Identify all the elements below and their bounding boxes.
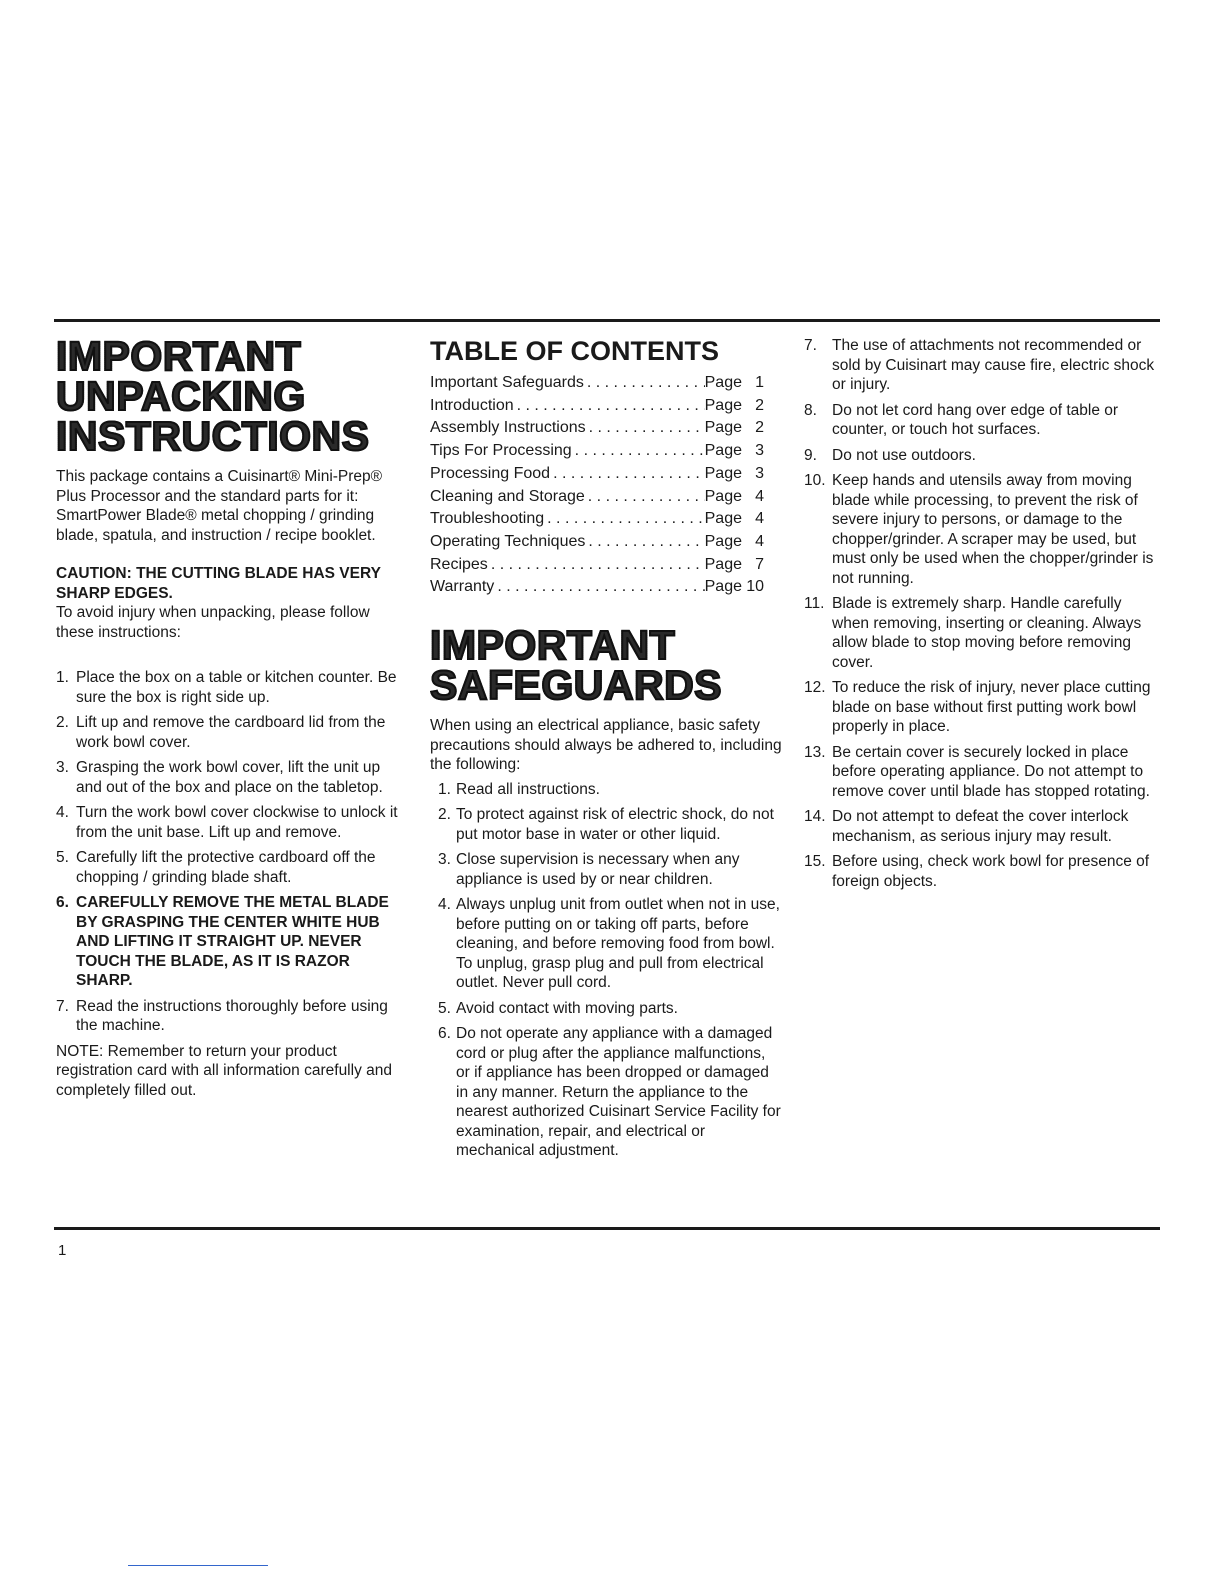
toc-entry[interactable]: Troubleshooting . . . Page 4 — [430, 508, 764, 531]
safeguard-item: 13. Be certain cover is securely locked in place before operating appliance. Do not attempt to remove cover until blade has stopped rotating. — [804, 743, 1150, 800]
safeguard-item: 12. To reduce the risk of injury, never place cutting blade on base without first putting work bowl properly in place. — [804, 679, 1151, 735]
table-of-contents — [430, 372, 782, 599]
toc-entry[interactable]: Important Safeguards . . . Page 1 — [430, 372, 764, 395]
safeguard-item: 8. Do not let cord hang over edge of table or counter, or touch hot surfaces. — [804, 401, 1119, 438]
unpacking-column — [56, 333, 402, 1100]
toc-entry[interactable]: Recipes . . . Page 7 — [430, 554, 764, 577]
safeguards-continued-column — [804, 336, 1158, 897]
safeguard-item: 7. The use of attachments not recommended or sold by Cuisinart may cause fire, electric shock or injury. — [804, 337, 1155, 393]
safeguards-list-part2 — [804, 336, 1158, 891]
safeguard-item: 9. Do not use outdoors. — [804, 446, 976, 464]
unpacking-step: 1. Place the box on a table or kitchen counter. Be sure the box is right side up. — [56, 669, 397, 706]
toc-entry[interactable]: Tips For Processing . . . Page 3 — [430, 440, 764, 463]
safeguard-item: 6. Do not operate any appliance with a damaged cord or plug after the appliance malfunctions, or if appliance has been dropped or damaged in any manner. Return the appliance to the nearest authorized Cuisinart Service Facility for examination, repair, and electrical or mechanical adjustment. — [438, 1025, 781, 1160]
unpacking-step: 5. Carefully lift the protective cardboard off the chopping / grinding blade shaft. — [56, 849, 376, 886]
safeguard-item: 1. Read all instructions. — [438, 780, 600, 798]
safeguard-item: 10. Keep hands and utensils away from moving blade while processing, to prevent the risk of severe injury to persons, or damage to the chopper/grinder. A scraper may be used, but must only be used when the chopper/grinder is not running. — [804, 472, 1154, 587]
unpacking-step-warning: 6. CAREFULLY REMOVE THE METAL BLADE BY GRASPING THE CENTER WHITE HUB AND LIFTING IT STRAIGHT UP. NEVER TOUCH THE BLADE, AS IT IS RAZOR SHARP. — [56, 894, 389, 989]
toc-entry[interactable]: Warranty . . . Page 10 — [430, 576, 764, 599]
page-number: 1 — [58, 1242, 67, 1259]
unpacking-step: 7. Read the instructions thoroughly before using the machine. — [56, 997, 388, 1034]
footer-link-underline[interactable] — [128, 1565, 268, 1566]
caution-heading: CAUTION: THE CUTTING BLADE HAS VERY SHARP EDGES. — [56, 565, 381, 602]
unpacking-intro: This package contains a Cuisinart® Mini-Prep® Plus Processor and the standard parts for it: SmartPower Blade® metal chopping / grinding blade, spatula, and instruction / recipe booklet. — [56, 468, 383, 544]
bottom-rule — [54, 1227, 1160, 1230]
safeguard-item: 5. Avoid contact with moving parts. — [438, 999, 678, 1017]
unpacking-step: 2. Lift up and remove the cardboard lid from the work bowl cover. — [56, 714, 386, 751]
unpacking-step: 3. Grasping the work bowl cover, lift the unit up and out of the box and place on the tabletop. — [56, 759, 383, 796]
caution-body: To avoid injury when unpacking, please follow these instructions: — [56, 604, 370, 641]
registration-note: NOTE: Remember to return your product registration card with all information carefully and completely filled out. — [56, 1042, 392, 1099]
safeguard-item: 3. Close supervision is necessary when any appliance is used by or near children. — [438, 851, 740, 888]
safeguards-list-part1 — [430, 780, 782, 1161]
toc-entry[interactable]: Operating Techniques . . . Page 4 — [430, 531, 764, 554]
top-rule — [54, 319, 1160, 322]
toc-title: TABLE OF CONTENTS — [430, 336, 719, 366]
safeguard-item: 11. Blade is extremely sharp. Handle carefully when removing, inserting or cleaning. Always allow blade to stop moving before removing cover. — [804, 595, 1142, 671]
unpacking-steps — [56, 668, 402, 1036]
unpacking-heading: IMPORTANT UNPACKING INSTRUCTIONS — [56, 336, 402, 456]
safeguards-intro: When using an electrical appliance, basic safety precautions should always be adhered to, including the following: — [430, 717, 782, 774]
safeguard-item: 2. To protect against risk of electric shock, do not put motor base in water or other liquid. — [438, 806, 774, 843]
toc-safeguards-column — [430, 336, 782, 1167]
safeguard-item: 14. Do not attempt to defeat the cover interlock mechanism, as serious injury may result. — [804, 808, 1129, 845]
toc-entry[interactable]: Introduction . . . Page 2 — [430, 395, 764, 418]
toc-entry[interactable]: Assembly Instructions . . . Page 2 — [430, 417, 764, 440]
toc-entry[interactable]: Cleaning and Storage . . . Page 4 — [430, 486, 764, 509]
safeguard-item: 4. Always unplug unit from outlet when not in use, before putting on or taking off parts, before cleaning, and before removing food from bowl. To unplug, grasp plug and pull from electrical outlet. Never pull cord. — [438, 896, 780, 992]
toc-entry[interactable]: Processing Food . . . Page 3 — [430, 463, 764, 486]
safeguard-item: 15. Before using, check work bowl for presence of foreign objects. — [804, 853, 1150, 890]
safeguards-heading: IMPORTANT SAFEGUARDS — [430, 625, 782, 705]
unpacking-step: 4. Turn the work bowl cover clockwise to unlock it from the unit base. Lift up and remove. — [56, 804, 398, 841]
